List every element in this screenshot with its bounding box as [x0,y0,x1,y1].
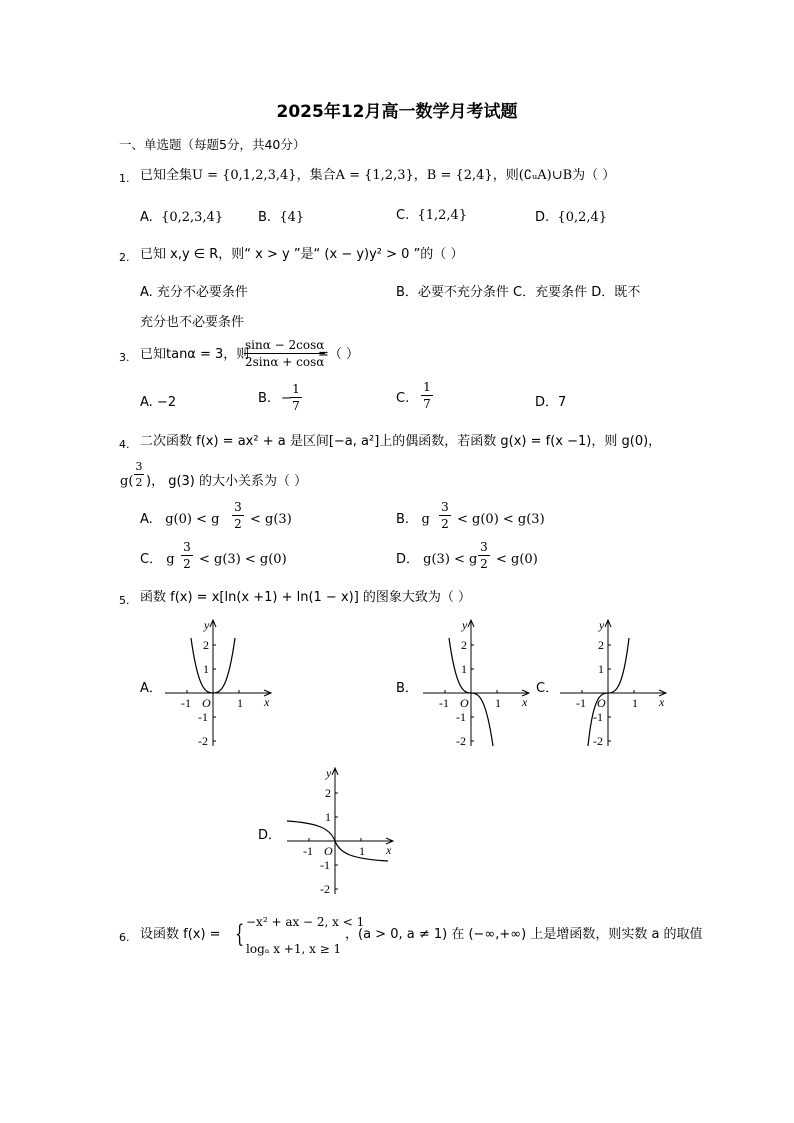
q1-option-d: D. {0,2,4} [535,210,608,225]
q4-option-a-tail: < g(3) [250,512,292,527]
q3-option-c-fraction: 1 7 [421,380,433,411]
q6-pre: 设函数 f(x) = [140,927,221,942]
tick-neg2: -2 [593,734,603,748]
q1-end: 为（ ） [572,168,616,183]
tick-x-neg1: -1 [576,696,586,710]
q3-pre: 已知tanα = 3，则 [140,347,250,362]
tick-1: 1 [325,810,331,824]
axes [165,620,271,746]
tick-neg1: -1 [198,710,208,724]
q3-option-b-sign: − [281,391,292,406]
graph-d [282,766,402,896]
q1-number: 1. [119,172,130,185]
q2-number: 2. [119,251,130,264]
tick-neg2: -2 [198,734,208,748]
q1-option-c: C. {1,2,4} [396,208,468,223]
q5-number: 5. [119,594,130,607]
tick-x-neg1: -1 [439,696,449,710]
tick-2: 2 [598,638,604,652]
graph-b [418,618,538,748]
q1-a-set: A = {1,2,3} [335,168,414,183]
tick-x-neg1: -1 [303,844,313,858]
graph-a [160,618,280,748]
tick-neg2: -2 [320,882,330,896]
q3-denominator: 2sinα + cosα [245,355,325,369]
q1-mid2: ，则 [492,168,519,183]
axes [560,620,666,746]
q2-option-d-continued: 充分也不必要条件 [140,315,245,330]
page-title: 2025年12月高一数学月考试题 [276,102,518,122]
q1-stem [140,168,615,184]
q4-g-pre: g( [120,474,134,489]
tick-x-1: 1 [237,696,243,710]
axes [423,620,529,746]
q1-mid1: ，集合 [296,168,336,183]
q2-stem: 已知 x,y ∈ R，则“ x > y ”是“ (x − y)y² > 0 ”的（ ） [140,247,464,262]
q2-options-bcd: B．必要不充分条件 C．充要条件 D．既不 [396,285,641,300]
x-label: x [659,695,665,709]
fraction-bar [244,353,325,354]
q3-end: =（ ） [318,347,360,362]
q2-option-a: A. 充分不必要条件 [140,285,248,300]
q5-label-c: C． [536,681,559,696]
q3-fraction [244,338,325,369]
tick-2: 2 [203,638,209,652]
y-label: y [326,766,332,780]
q6-case-2: logₐ x +1, x ≥ 1 [246,942,342,956]
tick-x-1: 1 [359,844,365,858]
x-label: x [522,695,528,709]
origin-label: O [597,696,606,710]
q4-option-b-tail: < g(0) < g(3) [457,512,545,527]
y-label: y [204,618,210,632]
q4-option-b: B. g [396,512,430,527]
tick-x-1: 1 [495,696,501,710]
q4-option-d: D． g(3) < g [396,552,478,567]
q5-label-a: A． [140,681,162,696]
q1-option-a: A. {0,2,3,4} [140,210,224,225]
q1-option-b: B. {4} [258,210,305,225]
tick-1: 1 [461,662,467,676]
q3-option-d: D．7 [535,395,567,410]
y-label: y [462,618,468,632]
q4-option-c: C． g [140,552,175,567]
q6-brace: { [235,920,245,948]
tick-x-neg1: -1 [181,696,191,710]
origin-label: O [202,696,211,710]
q3-numerator: sinα − 2cosα [245,338,325,352]
q4-number: 4. [119,438,130,451]
axes [287,768,393,894]
tick-neg1: -1 [593,710,603,724]
q1-sep: ， [413,168,427,183]
q3-option-c-label: C. [396,391,410,406]
q4-g-fraction: 3 2 [135,460,143,489]
tick-neg2: -2 [456,734,466,748]
x-label: x [386,843,392,857]
q5-stem: 函数 f(x) = x[ln(x +1) + ln(1 − x)] 的图象大致为（ ） [140,590,472,605]
q3-option-b-fraction: 1 7 [290,382,302,413]
q4-option-d-fraction: 3 2 [478,540,490,571]
q6-number: 6. [119,931,130,944]
q4-option-b-fraction: 3 2 [439,500,451,531]
tick-1: 1 [203,662,209,676]
q3-option-a: A. −2 [140,395,177,410]
q1-pre: 已知全集 [140,168,193,183]
q4-stem-line2: )， g(3) 的大小关系为（ ） [146,474,308,489]
section-heading: 一、单选题（每题5分，共40分） [119,137,306,152]
tick-1: 1 [598,662,604,676]
q5-label-b: B． [396,681,418,696]
q3-option-b-label: B. [258,391,272,406]
q1-u-set: U = {0,1,2,3,4} [192,168,297,183]
q5-label-d: D． [258,828,282,843]
tick-2: 2 [325,786,331,800]
q6-case-1: −x² + ax − 2, x < 1 [246,915,365,929]
q4-option-c-tail: < g(3) < g(0) [199,552,287,567]
tick-x-1: 1 [632,696,638,710]
q4-option-a: A. g(0) < g [140,512,220,527]
q4-stem-line1: 二次函数 f(x) = ax² + a 是区间[−a, a²]上的偶函数，若函数 g(x) = f(x −1)，则 g(0)， [140,434,662,449]
y-label: y [599,618,605,632]
q1-b-set: B = {2,4} [426,168,493,183]
q3-number: 3. [119,351,130,364]
tick-neg1: -1 [456,710,466,724]
origin-label: O [460,696,469,710]
q6-post: ，(a > 0, a ≠ 1) 在 (−∞,+∞) 上是增函数，则实数 a 的取值 [345,927,703,942]
q1-expr: (∁ᵤA)∪B [518,168,573,183]
x-label: x [264,695,270,709]
graph-c [555,618,675,748]
tick-2: 2 [461,638,467,652]
q4-option-a-fraction: 3 2 [232,500,244,531]
tick-neg1: -1 [320,858,330,872]
q4-option-c-fraction: 3 2 [181,540,193,571]
q4-option-d-tail: < g(0) [496,552,538,567]
origin-label: O [324,844,333,858]
